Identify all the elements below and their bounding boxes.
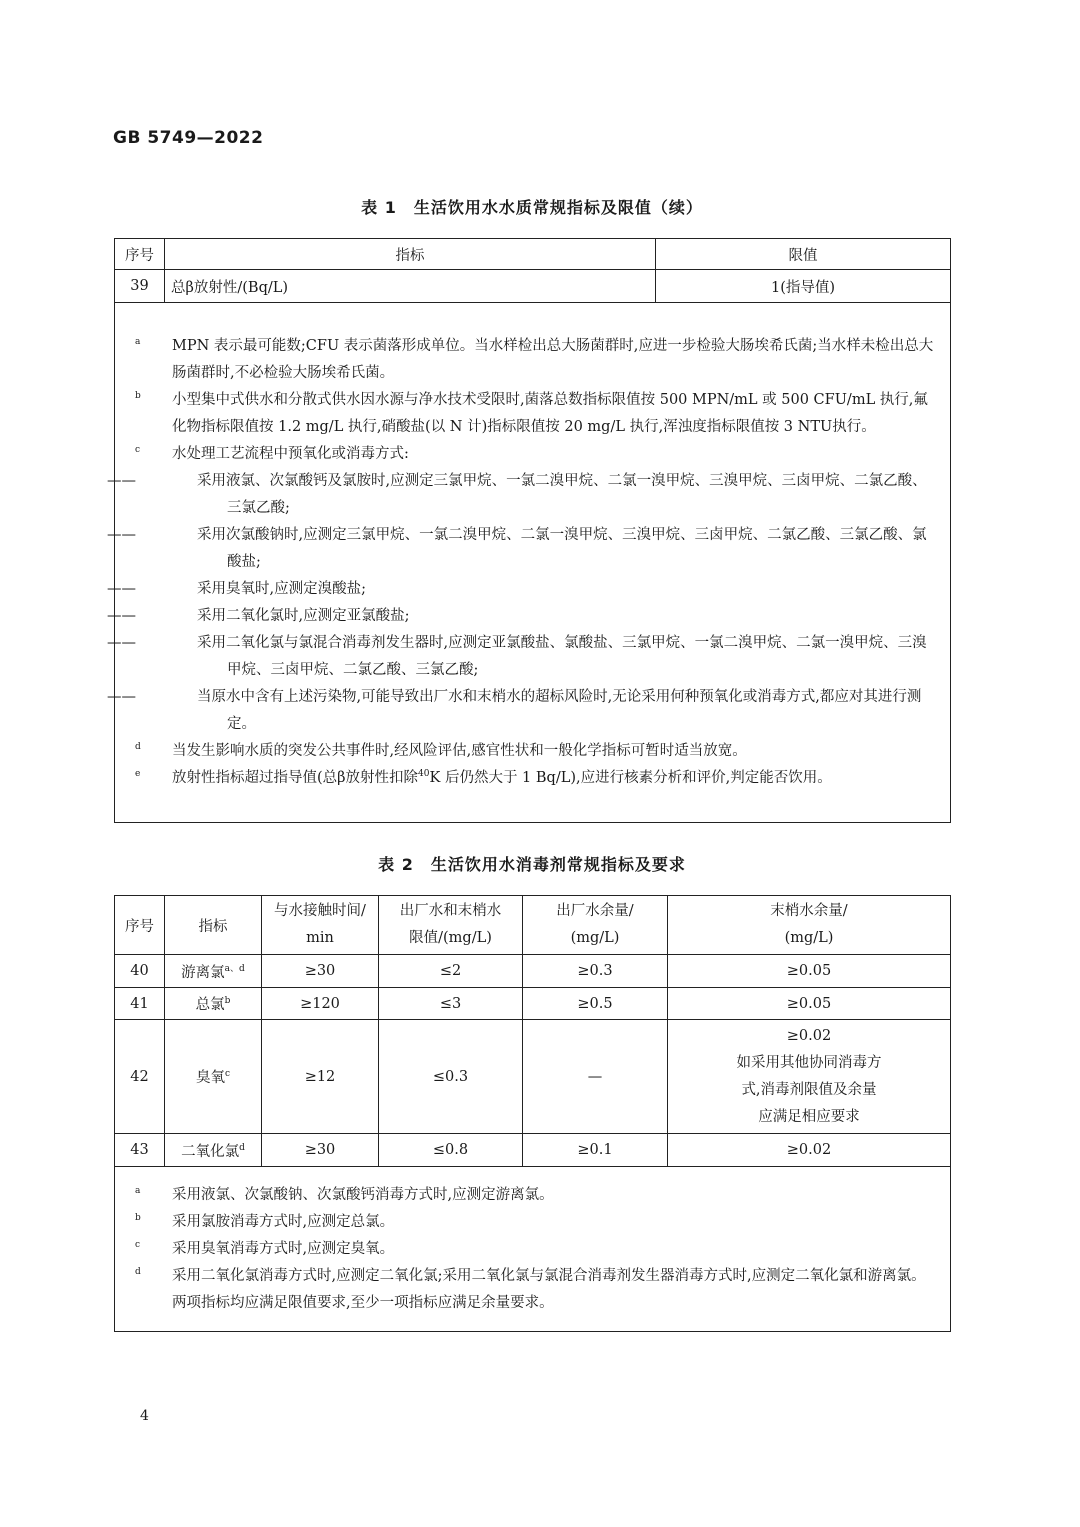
note-mark: a — [135, 337, 141, 347]
tap-residual — [668, 1020, 951, 1134]
note-text: 小型集中式供水和分散式供水因水源与净水技术受限时,菌落总数指标限值按 500 MPN/mL 或 500 CFU/mL 执行,氟化物指标限值按 1.2 mg/L 执行,硝酸盐(以 N 计)指标限值按 20 mg/L 执行,浑浊度指标限值按 3 NTU执行。 — [172, 392, 928, 435]
note-mark: e — [135, 769, 141, 779]
note-mark: b — [135, 391, 141, 401]
table-row — [115, 270, 951, 303]
note-b — [137, 387, 940, 441]
limit-value: ≤3 — [379, 988, 523, 1020]
note-e — [137, 765, 940, 792]
standard-code: GB 5749—2022 — [113, 128, 264, 148]
row-number: 39 — [115, 270, 165, 303]
indicator-name — [165, 955, 262, 988]
table2-col-plant-residual — [523, 896, 668, 955]
tap-residual-note-line: 如采用其他协同消毒方 — [736, 1054, 882, 1071]
note-mark: d — [135, 742, 141, 752]
plant-residual: ≥0.3 — [523, 955, 668, 988]
header-line: 限值/(mg/L) — [409, 930, 492, 946]
tap-residual-note-line: 式,消毒剂限值及余量 — [741, 1081, 877, 1098]
table-row — [115, 1020, 951, 1134]
note-ref: b — [224, 996, 231, 1007]
note-text: 采用二氧化氯消毒方式时,应测定二氧化氯;采用二氧化氯与氯混合消毒剂发生器消毒方式时,应测定二氧化氯和游离氯。两项指标均应满足限值要求,至少一项指标应满足余量要求。 — [172, 1267, 926, 1311]
dash-item — [107, 522, 940, 576]
limit-value: ≤0.8 — [379, 1134, 523, 1167]
table2-notes — [115, 1167, 951, 1332]
limit-value: ≤2 — [379, 955, 523, 988]
table2-col-contact-time — [262, 896, 379, 955]
table2-notes-row — [115, 1167, 951, 1332]
note-text: 采用液氯、次氯酸钠、次氯酸钙消毒方式时,应测定游离氯。 — [172, 1186, 554, 1203]
note-text-before: 放射性指标超过指导值(总β放射性扣除 — [172, 770, 419, 786]
indicator-name: 总β放射性/(Bq/L) — [165, 270, 656, 303]
contact-time: ≥30 — [262, 1134, 379, 1167]
table-row — [115, 955, 951, 988]
table1-col-limit: 限值 — [656, 239, 951, 270]
table2-col-limit — [379, 896, 523, 955]
note-mark: d — [135, 1266, 141, 1277]
note-text: MPN 表示最可能数;CFU 表示菌落形成单位。当水样检出总大肠菌群时,应进一步检验大肠埃希氏菌;当水样未检出总大肠菌群时,不必检验大肠埃希氏菌。 — [172, 338, 934, 381]
table1-header-row — [115, 239, 951, 270]
dash-item-text: 采用二氧化氯时,应测定亚氯酸盐; — [197, 608, 410, 624]
indicator-text: 二氧化氯 — [181, 1143, 240, 1160]
dash-marker: —— — [107, 581, 136, 597]
dash-item — [107, 684, 940, 738]
indicator-name — [165, 1134, 262, 1167]
dash-item — [107, 603, 940, 630]
tap-residual: ≥0.05 — [668, 955, 951, 988]
table2-col-no: 序号 — [115, 896, 165, 955]
table2-col-indicator: 指标 — [165, 896, 262, 955]
note-c — [137, 441, 940, 468]
row-number: 40 — [115, 955, 165, 988]
note-text — [137, 765, 940, 792]
dash-marker: —— — [107, 635, 136, 651]
table-row — [115, 988, 951, 1020]
note-ref: d — [239, 1142, 245, 1153]
dash-marker: —— — [107, 608, 136, 624]
limit-value: 1(指导值) — [656, 270, 951, 303]
dash-marker: —— — [107, 689, 136, 705]
tap-residual-note-line: 应满足相应要求 — [758, 1108, 860, 1125]
note-text: 采用臭氧消毒方式时,应测定臭氧。 — [172, 1240, 395, 1257]
note-text-after: K 后仍然大于 1 Bq/L),应进行核素分析和评价,判定能否饮用。 — [429, 770, 832, 786]
table1-col-no: 序号 — [115, 239, 165, 270]
note-mark: a — [135, 1185, 141, 1196]
table1-notes-row — [115, 303, 951, 823]
dash-item-text: 当原水中含有上述污染物,可能导致出厂水和末梢水的超标风险时,无论采用何种预氧化或消毒方式,都应对其进行测定。 — [197, 689, 922, 732]
limit-value: ≤0.3 — [379, 1020, 523, 1134]
note-d — [137, 1263, 940, 1317]
page-number: 4 — [140, 1408, 149, 1424]
tap-residual-value: ≥0.02 — [786, 1027, 832, 1044]
indicator-text: 臭氧 — [195, 1070, 225, 1086]
table1-notes — [107, 303, 951, 823]
table1-col-indicator: 指标 — [165, 239, 656, 270]
dash-item-text: 采用二氧化氯与氯混合消毒剂发生器时,应测定亚氯酸盐、氯酸盐、三氯甲烷、一氯二溴甲烷、二氯一溴甲烷、三溴甲烷、三卤甲烷、二氯乙酸、三氯乙酸; — [197, 635, 927, 678]
header-line: (mg/L) — [784, 930, 834, 946]
dash-item-text: 采用次氯酸钠时,应测定三氯甲烷、一氯二溴甲烷、二氯一溴甲烷、三溴甲烷、三卤甲烷、二氯乙酸、三氯乙酸、氯酸盐; — [197, 527, 927, 570]
dash-marker: —— — [107, 473, 136, 489]
indicator-text: 总氯 — [195, 997, 225, 1013]
table1-title: 表 1 生活饮用水水质常规指标及限值（续） — [361, 198, 703, 217]
table2-col-tap-residual — [668, 896, 951, 955]
table1 — [107, 238, 951, 823]
header-line: (mg/L) — [570, 930, 620, 946]
indicator-name — [165, 1020, 262, 1134]
dash-marker: —— — [107, 527, 136, 543]
plant-residual: ≥0.5 — [523, 988, 668, 1020]
header-line: 出厂水余量/ — [556, 903, 634, 919]
table2-header-row — [115, 896, 951, 955]
note-ref: a、d — [224, 963, 245, 974]
contact-time: ≥120 — [262, 988, 379, 1020]
plant-residual: — — [523, 1020, 668, 1134]
note-ref: c — [224, 1069, 231, 1080]
tap-residual: ≥0.05 — [668, 988, 951, 1020]
isotope-superscript: 40 — [418, 769, 430, 780]
dash-item-text: 采用臭氧时,应测定溴酸盐; — [197, 581, 366, 597]
plant-residual: ≥0.1 — [523, 1134, 668, 1167]
note-mark: b — [135, 1212, 141, 1223]
note-a — [137, 1182, 940, 1209]
note-c — [137, 1236, 940, 1263]
dash-item — [107, 468, 940, 522]
table2-title: 表 2 生活饮用水消毒剂常规指标及要求 — [378, 855, 686, 874]
row-number: 42 — [115, 1020, 165, 1134]
dash-item — [107, 576, 940, 603]
table2 — [114, 895, 951, 1332]
header-line: 末梢水余量/ — [770, 903, 848, 919]
indicator-text: 游离氯 — [181, 964, 225, 981]
header-line: 与水接触时间/ — [274, 903, 366, 919]
indicator-name — [165, 988, 262, 1020]
dash-item-text: 采用液氯、次氯酸钙及氯胺时,应测定三氯甲烷、一氯二溴甲烷、二氯一溴甲烷、三溴甲烷、三卤甲烷、二氯乙酸、三氯乙酸; — [197, 473, 927, 516]
note-text: 水处理工艺流程中预氧化或消毒方式: — [172, 446, 409, 462]
tap-residual: ≥0.02 — [668, 1134, 951, 1167]
note-a — [137, 333, 940, 387]
row-number: 41 — [115, 988, 165, 1020]
note-text: 当发生影响水质的突发公共事件时,经风险评估,感官性状和一般化学指标可暂时适当放宽。 — [172, 743, 747, 759]
note-d — [137, 738, 940, 765]
row-number: 43 — [115, 1134, 165, 1167]
header-line: min — [306, 930, 334, 946]
note-mark: c — [135, 1239, 141, 1250]
dash-item — [107, 630, 940, 684]
note-b — [137, 1209, 940, 1236]
note-text: 采用氯胺消毒方式时,应测定总氯。 — [172, 1213, 395, 1230]
note-mark: c — [135, 445, 141, 455]
header-line: 出厂水和末梢水 — [399, 903, 502, 919]
contact-time: ≥12 — [262, 1020, 379, 1134]
table-row — [115, 1134, 951, 1167]
contact-time: ≥30 — [262, 955, 379, 988]
